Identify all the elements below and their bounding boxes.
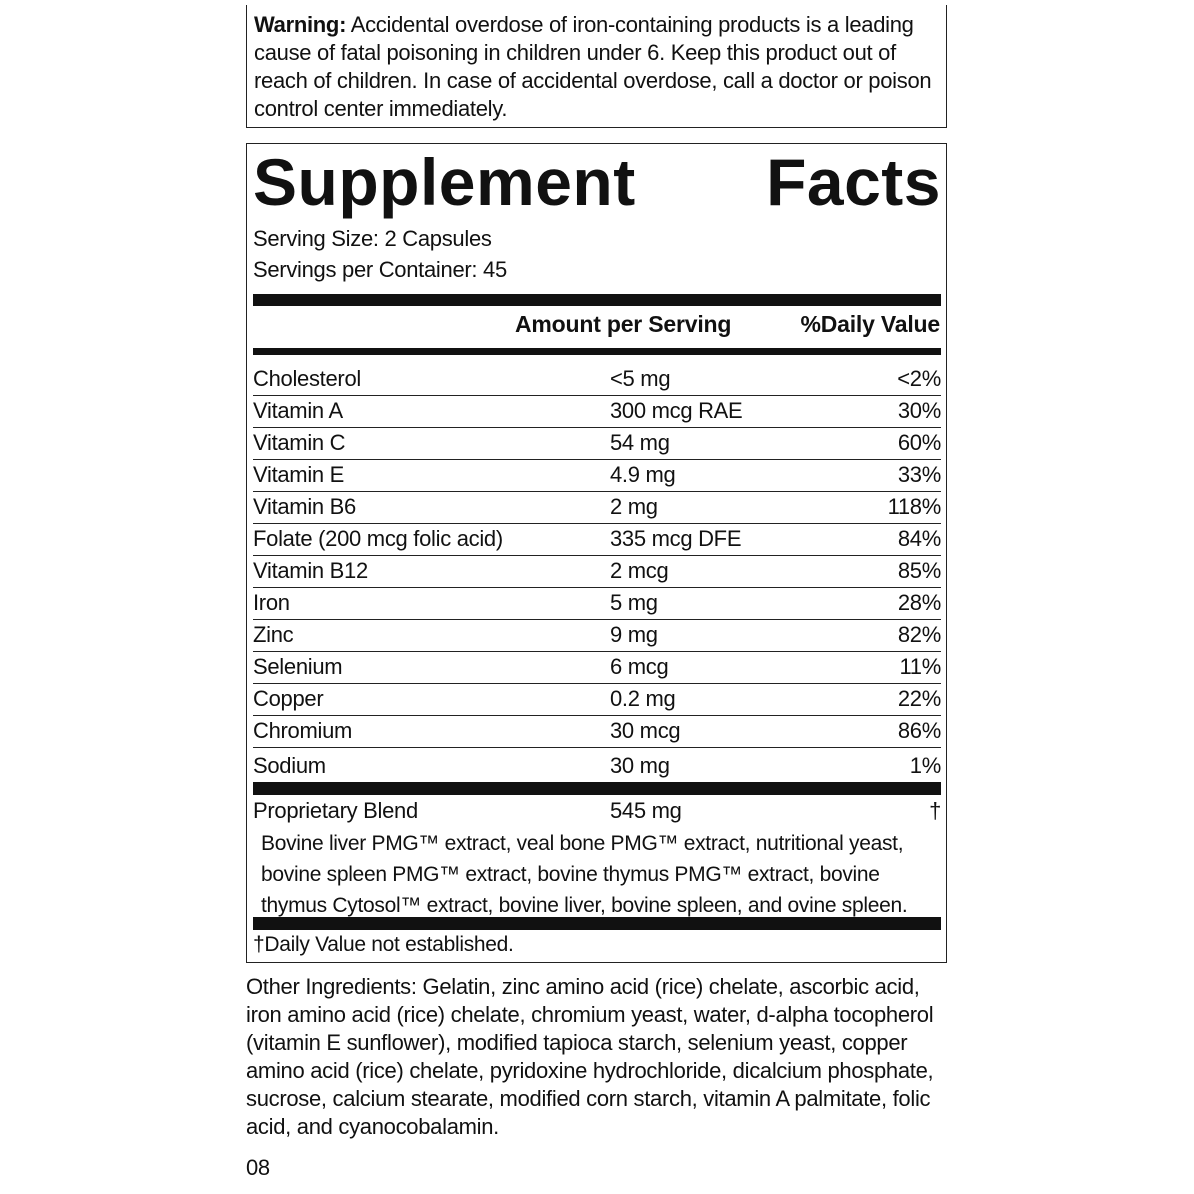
nutrient-amount: 335 mcg DFE xyxy=(610,526,742,551)
title-word-supplement: Supplement xyxy=(253,145,636,219)
nutrient-daily-value: 82% xyxy=(897,622,941,647)
blend-divider xyxy=(253,782,941,795)
nutrient-name: Iron xyxy=(253,590,290,615)
nutrient-amount: <5 mg xyxy=(610,366,671,391)
table-row xyxy=(253,363,941,396)
nutrient-daily-value: <2% xyxy=(897,366,941,391)
footnote-divider xyxy=(253,917,941,930)
nutrient-daily-value: 30% xyxy=(897,398,941,423)
nutrient-amount: 30 mcg xyxy=(610,718,681,743)
table-row xyxy=(253,651,941,684)
nutrient-name: Vitamin C xyxy=(253,430,346,455)
nutrient-amount: 2 mg xyxy=(610,494,658,519)
warning-label: Warning: xyxy=(254,12,347,37)
nutrient-amount: 300 mcg RAE xyxy=(610,398,743,423)
nutrient-name: Cholesterol xyxy=(253,366,361,391)
nutrient-amount: 6 mcg xyxy=(610,654,669,679)
title-word-facts: Facts xyxy=(766,145,941,219)
warning-text: Accidental overdose of iron-containing products is a leading cause of fatal poisoning in children under 6. Keep this product out of reach of children. In case of accidental overdose, call a doctor or poison control center immediately. xyxy=(254,12,932,121)
nutrient-amount: 0.2 mg xyxy=(610,686,676,711)
blend-amount: 545 mg xyxy=(610,798,682,823)
nutrient-daily-value: 84% xyxy=(897,526,941,551)
nutrient-daily-value: 22% xyxy=(897,686,941,711)
blend-name: Proprietary Blend xyxy=(253,798,418,823)
amount-header: Amount per Serving xyxy=(515,311,732,337)
blend-row xyxy=(253,799,941,825)
table-row xyxy=(253,555,941,588)
header-divider xyxy=(253,348,941,355)
daily-value-header: %Daily Value xyxy=(800,311,940,337)
serving-size: Serving Size: 2 Capsules xyxy=(253,226,492,251)
daily-value-footnote: †Daily Value not established. xyxy=(253,933,514,956)
table-row xyxy=(253,750,941,782)
nutrient-daily-value: 86% xyxy=(897,718,941,743)
table-row xyxy=(253,683,941,716)
nutrient-name: Chromium xyxy=(253,718,353,743)
nutrient-name: Vitamin A xyxy=(253,398,343,423)
product-code: 08 xyxy=(246,1155,270,1180)
nutrient-name: Selenium xyxy=(253,654,343,679)
table-row xyxy=(253,491,941,524)
nutrient-name: Folate (200 mcg folic acid) xyxy=(253,526,503,551)
nutrient-name: Vitamin B6 xyxy=(253,494,356,519)
nutrient-daily-value: 85% xyxy=(897,558,941,583)
nutrient-amount: 9 mg xyxy=(610,622,658,647)
table-row xyxy=(253,427,941,460)
nutrient-name: Vitamin E xyxy=(253,462,345,487)
nutrient-name: Zinc xyxy=(253,622,294,647)
nutrient-amount: 4.9 mg xyxy=(610,462,676,487)
nutrient-daily-value: 118% xyxy=(887,494,941,519)
nutrient-amount: 2 mcg xyxy=(610,558,669,583)
nutrient-amount: 54 mg xyxy=(610,430,670,455)
nutrient-amount: 5 mg xyxy=(610,590,658,615)
nutrient-name: Sodium xyxy=(253,753,326,778)
table-row xyxy=(253,395,941,428)
nutrient-daily-value: 28% xyxy=(897,590,941,615)
warning-box xyxy=(246,5,947,128)
table-row xyxy=(253,619,941,652)
nutrient-daily-value: 33% xyxy=(897,462,941,487)
nutrient-daily-value: 60% xyxy=(897,430,941,455)
thick-divider xyxy=(253,294,941,306)
servings-per-container: Servings per Container: 45 xyxy=(253,257,507,282)
supplement-facts-panel xyxy=(246,143,947,963)
nutrient-name: Vitamin B12 xyxy=(253,558,368,583)
table-row xyxy=(253,459,941,492)
blend-ingredients: Bovine liver PMG™ extract, veal bone PMG™ extract, nutritional yeast, bovine spleen PMG™ extract, bovine thymus PMG™ extract, bovine thymus Cytosol™ extract, bovine liver, bovine spleen, and ovine spleen. xyxy=(261,832,908,917)
panel-title xyxy=(253,144,941,220)
table-row xyxy=(253,587,941,620)
nutrient-daily-value: 11% xyxy=(899,654,941,679)
other-ingredients: Other Ingredients: Gelatin, zinc amino acid (rice) chelate, ascorbic acid, iron amino acid (rice) chelate, chromium yeast, water, d-alpha tocopherol (vitamin E sunflower), modified tapioca starch, selenium yeast, copper amino acid (rice) chelate, pyridoxine hydrochloride, dicalcium phosphate, sucrose, calcium stearate, modified corn starch, vitamin A palmitate, folic acid, and cyanocobalamin. xyxy=(246,974,934,1139)
nutrient-amount: 30 mg xyxy=(610,753,670,778)
nutrient-daily-value: 1% xyxy=(909,753,941,778)
blend-dv: † xyxy=(929,798,941,823)
nutrient-name: Copper xyxy=(253,686,324,711)
table-row xyxy=(253,523,941,556)
table-row xyxy=(253,715,941,748)
